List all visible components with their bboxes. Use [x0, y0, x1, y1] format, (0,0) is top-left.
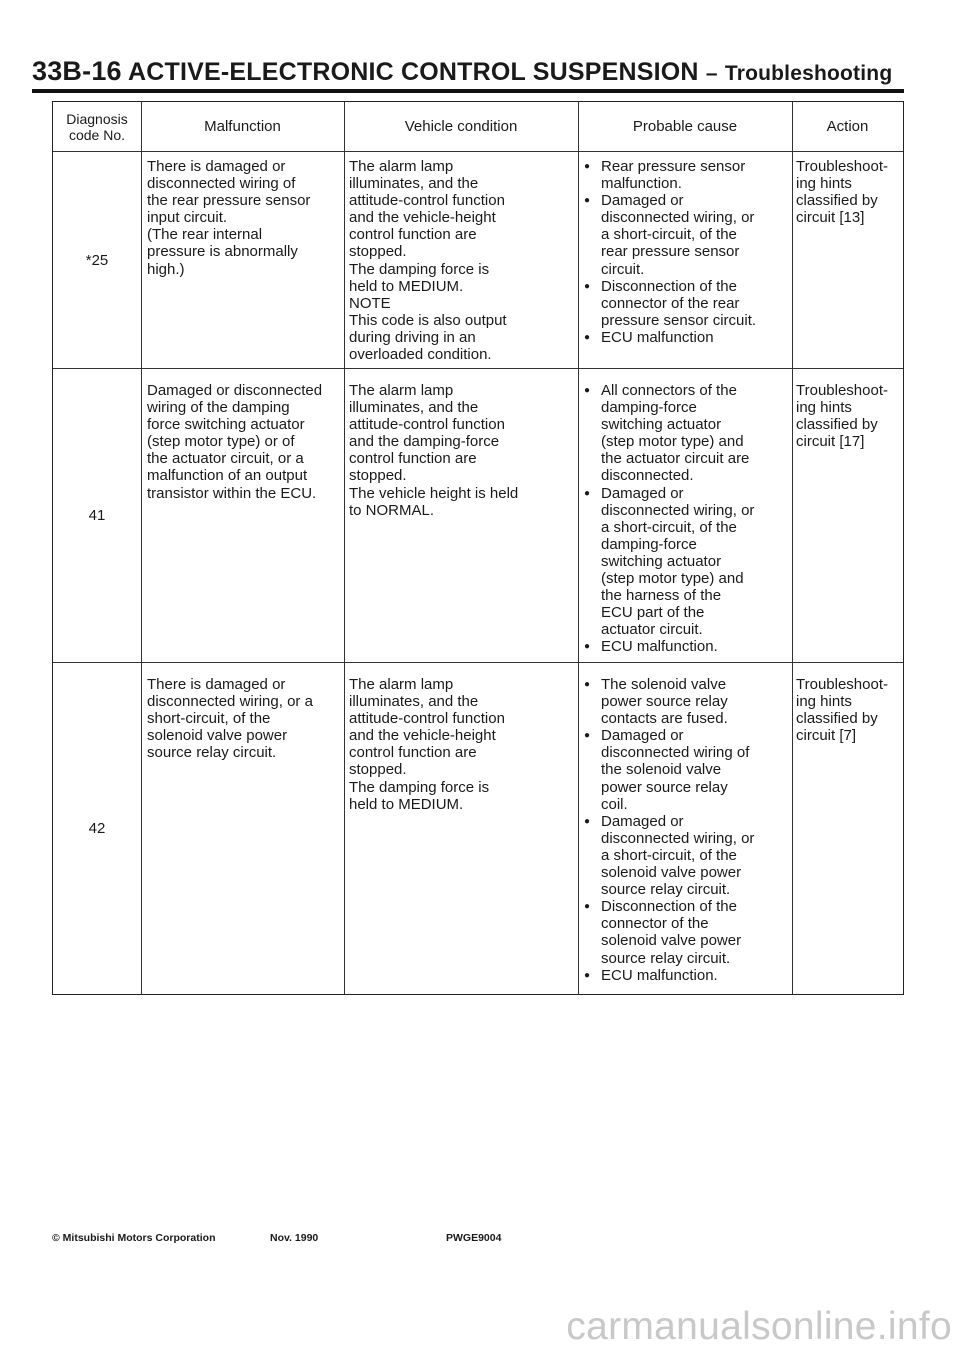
- probable-cause-item: ● The solenoid valve power source relay contacts are fused.: [584, 676, 789, 727]
- probable-cause-list: [584, 158, 789, 346]
- probable-cause-item: ● ECU malfunction.: [584, 638, 789, 655]
- column-divider: [578, 369, 579, 662]
- column-divider: [792, 663, 793, 994]
- title-dash: –: [705, 62, 718, 85]
- diagnosis-table: [52, 101, 904, 995]
- table-row: [53, 369, 903, 663]
- table-row: [53, 663, 903, 994]
- diagnosis-code: 42: [88, 820, 106, 837]
- action-text: Troubleshoot- ing hints classified by circuit [7]: [796, 676, 888, 745]
- header-vehicle-condition: Vehicle condition: [404, 118, 518, 135]
- column-divider: [344, 152, 345, 368]
- column-divider: [792, 152, 793, 368]
- header-probable-cause: Probable cause: [632, 118, 738, 135]
- page-title: [32, 56, 904, 89]
- footer-copyright: © Mitsubishi Motors Corporation: [52, 1232, 216, 1244]
- probable-cause-list: [584, 382, 789, 656]
- column-divider: [344, 369, 345, 662]
- section-subtitle: Troubleshooting: [724, 62, 893, 85]
- header-action: Action: [826, 118, 869, 135]
- action-text: Troubleshoot- ing hints classified by circuit [17]: [796, 382, 888, 451]
- page-header: [32, 56, 904, 89]
- vehicle-condition-text: The alarm lamp illuminates, and the attitude-control function and the vehicle-height control function are stopped. The damping force is held to MEDIUM. NOTE This code is also output during driving in an overloaded condition.: [349, 158, 507, 364]
- column-divider: [578, 152, 579, 368]
- probable-cause-item: ● Disconnection of the connector of the rear pressure sensor circuit.: [584, 278, 789, 329]
- column-divider: [578, 663, 579, 994]
- footer-doc-code: PWGE9004: [446, 1232, 502, 1244]
- column-divider: [141, 663, 142, 994]
- column-divider: [141, 152, 142, 368]
- footer-date: Nov. 1990: [270, 1232, 319, 1244]
- diagnosis-code: *25: [85, 251, 109, 269]
- probable-cause-item: ● ECU malfunction.: [584, 967, 789, 984]
- column-divider: [141, 369, 142, 662]
- probable-cause-item: ● Damaged or disconnected wiring, or a short-circuit, of the rear pressure sensor circuit.: [584, 192, 789, 277]
- header-rule: [32, 89, 904, 93]
- malfunction-text: Damaged or disconnected wiring of the damping force switching actuator (step motor type) or of the actuator circuit, or a malfunction of an output transistor within the ECU.: [147, 382, 323, 502]
- vehicle-condition-text: The alarm lamp illuminates, and the attitude-control function and the damping-force control function are stopped. The vehicle height is held to NORMAL.: [349, 382, 519, 519]
- probable-cause-list: [584, 676, 789, 984]
- watermark: carmanualsonline.info: [566, 1305, 952, 1348]
- table-header-row: [53, 102, 903, 152]
- column-divider: [344, 663, 345, 994]
- probable-cause-item: ● All connectors of the damping-force switching actuator (step motor type) and the actuator circuit are disconnected.: [584, 382, 789, 485]
- probable-cause-item: ● Disconnection of the connector of the solenoid valve power source relay circuit.: [584, 898, 789, 966]
- probable-cause-item: ● Rear pressure sensor malfunction.: [584, 158, 789, 192]
- section-code: 33B-16: [32, 56, 122, 86]
- probable-cause-item: ● ECU malfunction: [584, 329, 789, 346]
- malfunction-text: There is damaged or disconnected wiring, or a short-circuit, of the solenoid valve power source relay circuit.: [147, 676, 313, 762]
- table-row: [53, 152, 903, 369]
- malfunction-text: There is damaged or disconnected wiring of the rear pressure sensor input circuit. (The rear internal pressure is abnormally high.): [147, 158, 311, 278]
- probable-cause-item: ● Damaged or disconnected wiring, or a short-circuit, of the solenoid valve power source relay circuit.: [584, 813, 789, 898]
- section-title: ACTIVE-ELECTRONIC CONTROL SUSPENSION: [127, 58, 699, 86]
- probable-cause-item: ● Damaged or disconnected wiring of the solenoid valve power source relay coil.: [584, 727, 789, 812]
- probable-cause-item: ● Damaged or disconnected wiring, or a short-circuit, of the damping-force switching actuator (step motor type) and the harness of the ECU part of the actuator circuit.: [584, 485, 789, 639]
- header-malfunction: Malfunction: [204, 118, 281, 135]
- action-text: Troubleshoot- ing hints classified by circuit [13]: [796, 158, 888, 227]
- column-divider: [792, 369, 793, 662]
- vehicle-condition-text: The alarm lamp illuminates, and the attitude-control function and the vehicle-height control function are stopped. The damping force is held to MEDIUM.: [349, 676, 505, 813]
- diagnosis-code: 41: [88, 507, 106, 524]
- header-code: Diagnosis code No.: [66, 110, 128, 143]
